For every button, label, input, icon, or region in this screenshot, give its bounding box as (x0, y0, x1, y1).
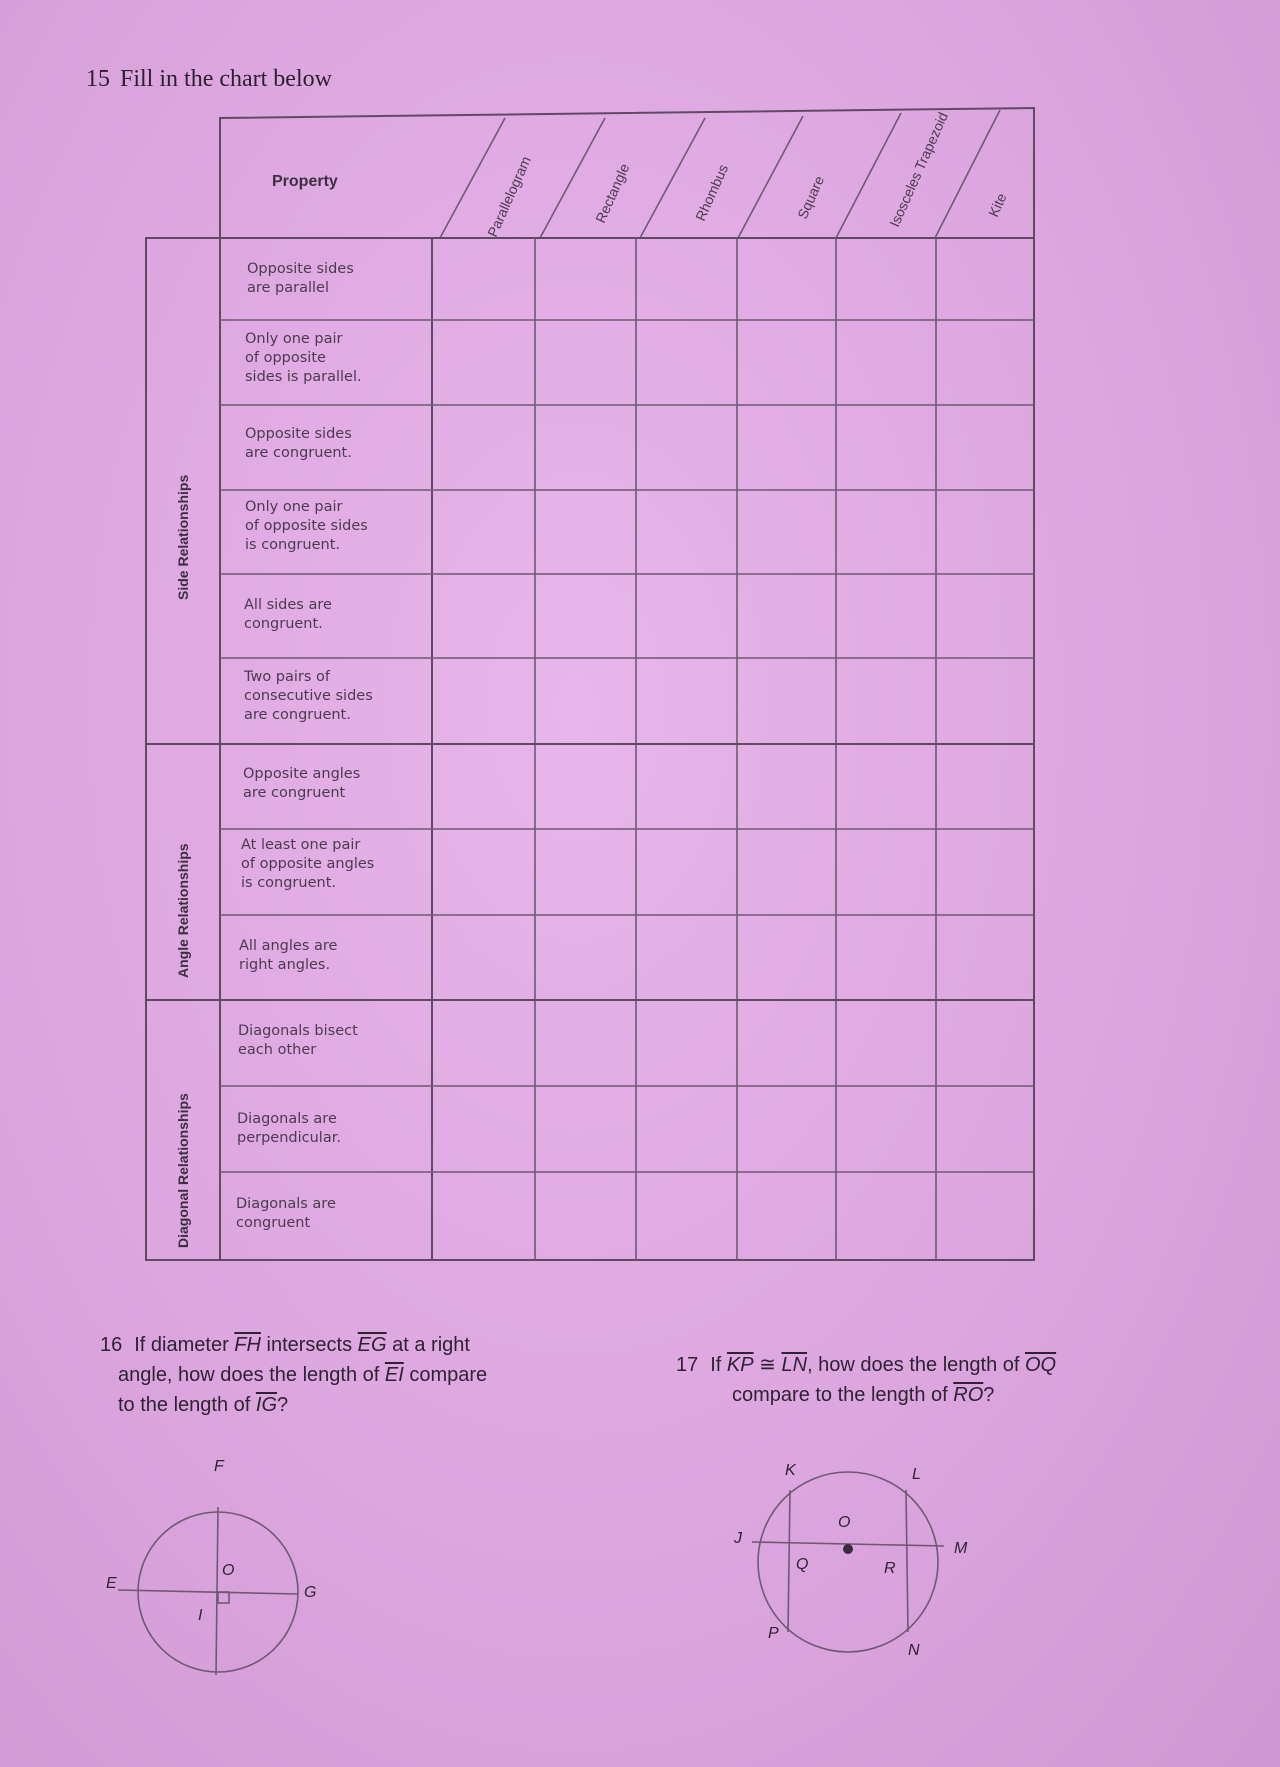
segment-ro: $\overline{RO}$ (953, 1384, 984, 1406)
row-label-opposite-angles-congruent: Opposite angles are congruent (243, 766, 361, 801)
row-label-two-pairs-consecutive: Two pairs of consecutive sides are congruent. (244, 669, 373, 723)
point-label-e: E (106, 1575, 117, 1592)
question-15-text: Fill in the chart below (120, 66, 332, 92)
row-label-diagonals-perpendicular: Diagonals are perpendicular. (237, 1111, 341, 1146)
q16-circle-figure (118, 1507, 298, 1675)
point-label-q: Q (796, 1556, 809, 1573)
row-label-diagonals-bisect: Diagonals bisect each other (238, 1023, 358, 1058)
category-angle-relationships: Angle Relationships (175, 843, 191, 978)
segment-ig: $\overline{IG}$ (255, 1394, 278, 1416)
point-label-m: M (954, 1540, 968, 1557)
chart-grid (146, 238, 1034, 1260)
point-label-i: I (198, 1607, 203, 1624)
point-label-f: F (214, 1458, 224, 1475)
point-label-k: K (785, 1462, 796, 1479)
point-label-r: R (884, 1560, 896, 1577)
question-17 (676, 1350, 1236, 1410)
point-label-o-q16: O (222, 1562, 235, 1579)
question-16-text-2: intersects (260, 1334, 358, 1356)
question-16-text-6: to the length of (118, 1394, 256, 1416)
row-label-one-pair-congruent: Only one pair of opposite sides is congruent. (245, 499, 368, 553)
row-label-one-pair-parallel: Only one pair of opposite sides is parallel. (245, 331, 362, 385)
column-header-square: Square (794, 173, 828, 222)
segment-eg: $\overline{EG}$ (357, 1334, 387, 1356)
column-header-rectangle: Rectangle (592, 161, 633, 226)
column-header-isosceles-trapezoid: Isosceles Trapezoid (886, 109, 952, 230)
segment-kp: $\overline{KP}$ (726, 1354, 754, 1376)
point-label-n: N (908, 1642, 920, 1659)
row-label-opposite-sides-congruent: Opposite sides are congruent. (245, 426, 352, 461)
question-17-number: 17 (676, 1354, 699, 1376)
row-label-opposite-sides-parallel: Opposite sides are parallel (247, 261, 354, 296)
row-label-one-pair-angles-congruent: At least one pair of opposite angles is congruent. (241, 837, 375, 891)
question-16-text-4: angle, how does the length of (118, 1364, 385, 1386)
segment-ln: $\overline{LN}$ (781, 1354, 808, 1376)
question-17-text-1: If (710, 1354, 727, 1376)
row-label-all-sides-congruent: All sides are congruent. (244, 597, 332, 632)
question-17-text-4: compare to the length of (732, 1384, 954, 1406)
point-label-p: P (768, 1625, 779, 1642)
q17-circle-figure (752, 1472, 944, 1652)
question-16-number: 16 (100, 1334, 123, 1356)
point-label-g: G (304, 1584, 317, 1601)
row-label-diagonals-congruent: Diagonals are congruent (236, 1196, 336, 1231)
category-diagonal-relationships: Diagonal Relationships (175, 1093, 191, 1248)
question-16-text-1: If diameter (134, 1334, 235, 1356)
question-16-text-5: compare (403, 1364, 488, 1386)
row-label-all-angles-right: All angles are right angles. (239, 938, 338, 973)
segment-ei: $\overline{EI}$ (384, 1364, 404, 1386)
point-label-o-q17: O (838, 1514, 851, 1531)
segment-oq: $\overline{OQ}$ (1025, 1354, 1057, 1376)
category-side-relationships: Side Relationships (175, 474, 191, 600)
point-label-j: J (734, 1530, 742, 1547)
question-16-text-7: ? (277, 1394, 289, 1416)
question-16-text-3: at a right (386, 1334, 470, 1356)
column-header-rhombus: Rhombus (692, 161, 732, 224)
question-15-number: 15 (86, 66, 110, 92)
segment-fh: $\overline{FH}$ (234, 1334, 261, 1356)
question-16 (100, 1330, 660, 1420)
property-header: Property (272, 173, 338, 190)
point-label-l: L (912, 1466, 921, 1483)
question-17-text-5: ? (983, 1384, 995, 1406)
question-17-text-2: ≅ (753, 1354, 782, 1376)
column-header-parallelogram: Parallelogram (484, 153, 534, 240)
question-17-text-3: , how does the length of (807, 1354, 1025, 1376)
column-header-kite: Kite (985, 190, 1010, 220)
